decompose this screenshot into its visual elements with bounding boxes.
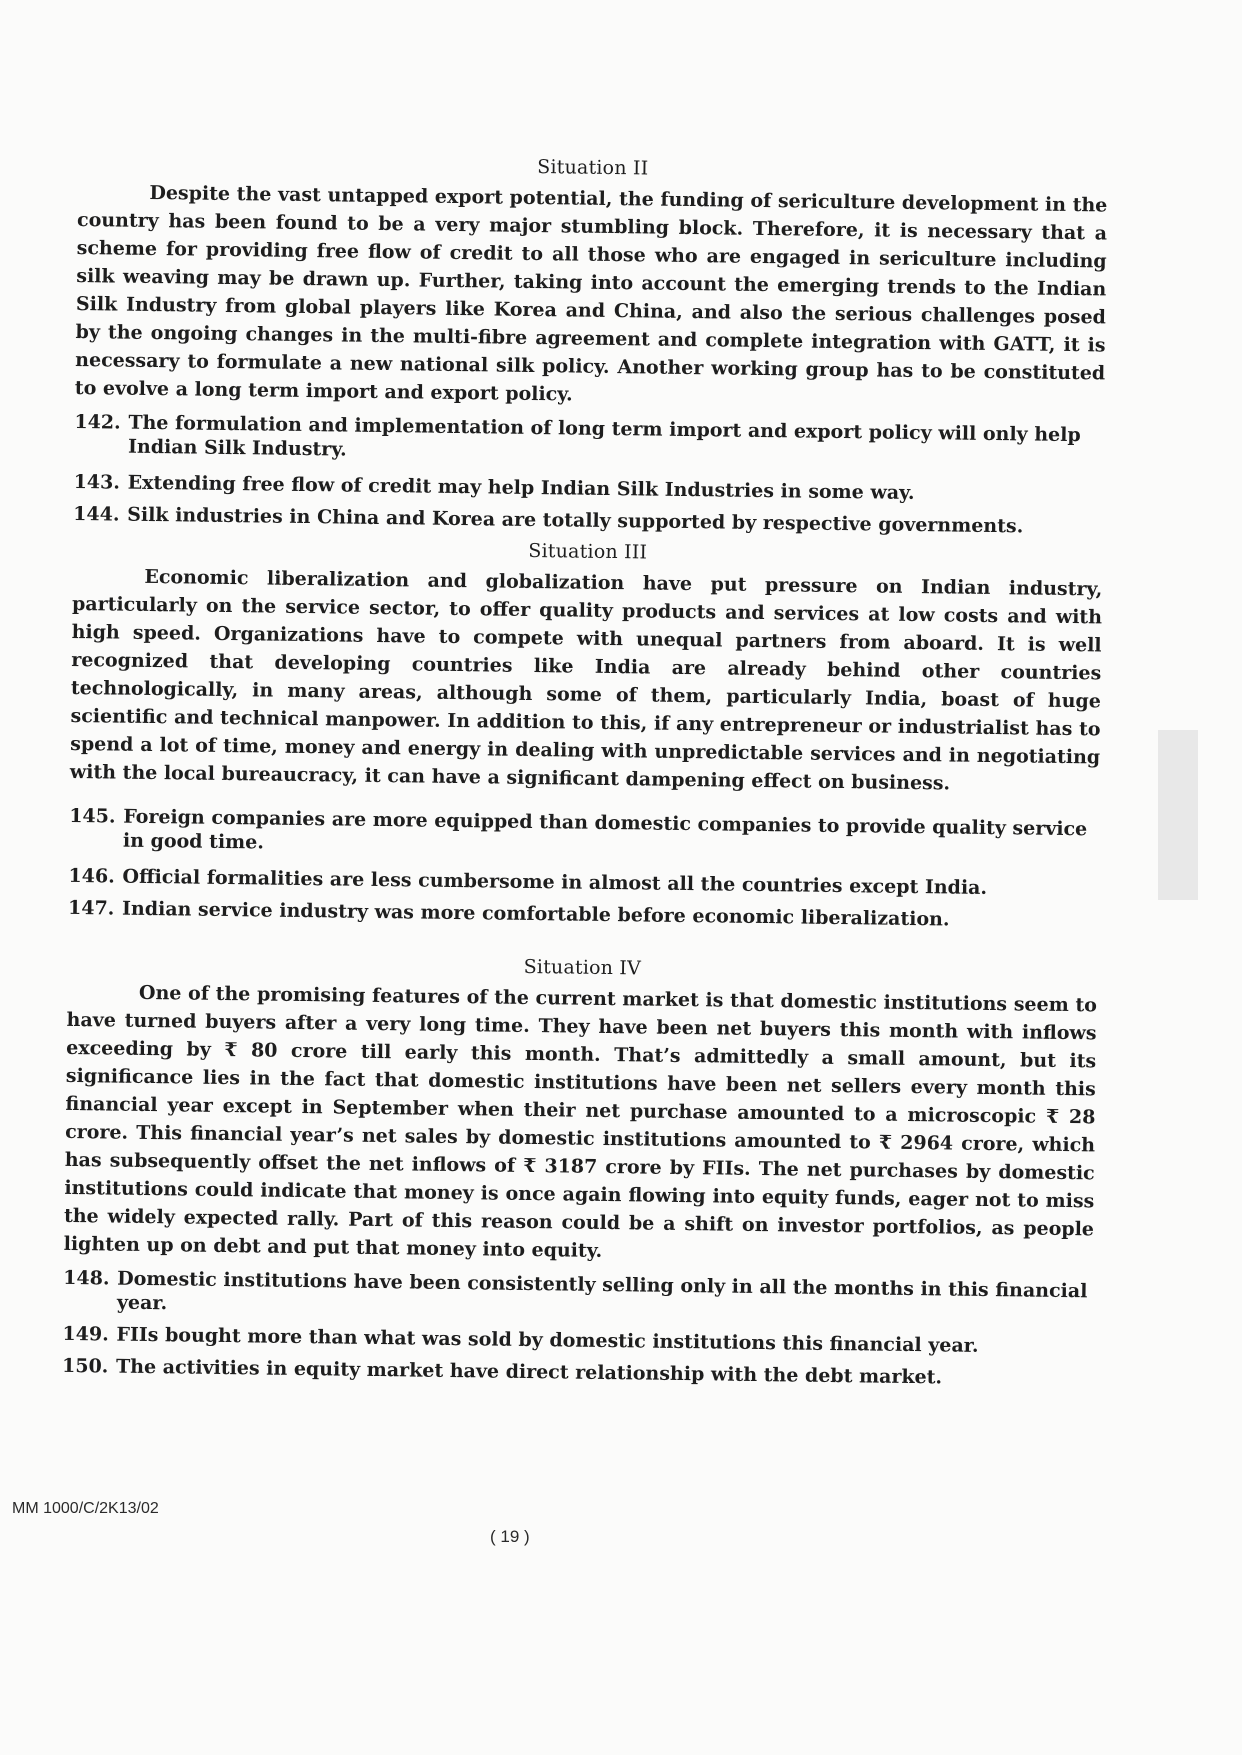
question-143 xyxy=(73,470,1103,507)
page-number: ( 19 ) xyxy=(490,1527,530,1546)
situation-4-section xyxy=(62,950,1098,1391)
question-text: Official formalities are less cumbersome in almost all the countries except India. xyxy=(122,865,988,899)
question-number: 150. xyxy=(61,1354,109,1378)
page-content xyxy=(62,150,1108,1399)
question-number: 142. xyxy=(74,410,121,434)
question-text: Domestic institutions have been consistently selling only in all the months in this financial year. xyxy=(116,1267,1088,1315)
question-number: 143. xyxy=(73,470,121,494)
question-text: The formulation and implementation of long term import and export policy will only help Indian Silk Industry. xyxy=(127,411,1081,461)
question-number: 147. xyxy=(67,896,115,920)
question-number: 148. xyxy=(63,1266,110,1290)
question-142 xyxy=(74,410,1105,471)
situation-2-heading: Situation II xyxy=(537,156,649,180)
question-148 xyxy=(63,1266,1094,1327)
question-text: Extending free flow of credit may help Indian Silk Industries in some way. xyxy=(127,471,915,504)
question-150 xyxy=(62,1354,1092,1391)
situation-2-section xyxy=(73,150,1108,539)
question-number: 145. xyxy=(69,804,116,828)
booklet-code: MM 1000/C/2K13/02 xyxy=(12,1500,159,1517)
question-text: Silk industries in China and Korea are totally supported by respective governments. xyxy=(127,503,1024,538)
question-text: Foreign companies are more equipped than domestic companies to provide quality service in good time. xyxy=(122,805,1088,854)
question-text: The activities in equity market have direct relationship with the debt market. xyxy=(115,1355,943,1389)
question-text: FIIs bought more than what was sold by domestic institutions this financial year. xyxy=(116,1323,979,1357)
question-number: 146. xyxy=(68,864,115,888)
situation-4-heading: Situation IV xyxy=(523,955,642,980)
question-146 xyxy=(68,864,1098,901)
question-147 xyxy=(68,896,1098,933)
question-number: 144. xyxy=(73,502,120,526)
scan-artifact-right-edge xyxy=(1158,730,1198,900)
question-149 xyxy=(62,1322,1092,1359)
question-number: 149. xyxy=(62,1322,109,1346)
question-text: Indian service industry was more comfortable before economic liberalization. xyxy=(121,897,950,931)
situation-3-heading: Situation III xyxy=(528,539,648,564)
question-144 xyxy=(73,502,1103,539)
situation-3-paragraph: Economic liberalization and globalization have put pressure on Indian industry, particularly on the service sector, to offer quality products and services at low costs and with high speed. Organizations have to compete with unequal partners from aboard. It is well recognized that developing countries like India are already behind other countries technologically, in many areas, although some of them, particularly India, boast of huge scientific and technical manpower. In addition to this, if any entrepreneur or industrialist has to spend a lot of time, money and energy in dealing with unpredictable services and in negotiating with the local bureaucracy, it can have a significant dampening effect on business. xyxy=(69,565,1103,795)
situation-4-paragraph: One of the promising features of the current market is that domestic institutions seem to have turned buyers after a very long time. They have been net buyers this month with inflows exceeding by ₹ 80 crore till early this month. That’s admittedly a small amount, but its significance lies in the fact that domestic institutions have been net sellers every month this financial year except in September when their net purchase amounted to a microscopic ₹ 28 crore. This financial year’s net sales by domestic institutions amounted to ₹ 2964 crore, which has subsequently offset the net inflows of ₹ 3187 crore by FIIs. The net purchases by domestic institutions could indicate that money is once again flowing into equity funds, eager not to miss the widely expected rally. Part of this reason could be a shift on investor portfolios, as people lighten up on debt and put that money into equity. xyxy=(63,981,1098,1262)
situation-3-section xyxy=(68,534,1103,933)
situation-2-paragraph: Despite the vast untapped export potential, the funding of sericulture development in the country has been found to be a very major stumbling block. Therefore, it is necessary that a scheme for providing free flow of credit to all those who are engaged in sericulture including silk weaving may be drawn up. Further, taking into account the emerging trends to the Indian Silk Industry from global players like Korea and China, and also the serious challenges posed by the ongoing changes in the multi-fibre agreement and complete integration with GATT, it is necessary to formulate a new national silk policy. Another working group has to be constituted to evolve a long term import and export policy. xyxy=(74,181,1108,406)
